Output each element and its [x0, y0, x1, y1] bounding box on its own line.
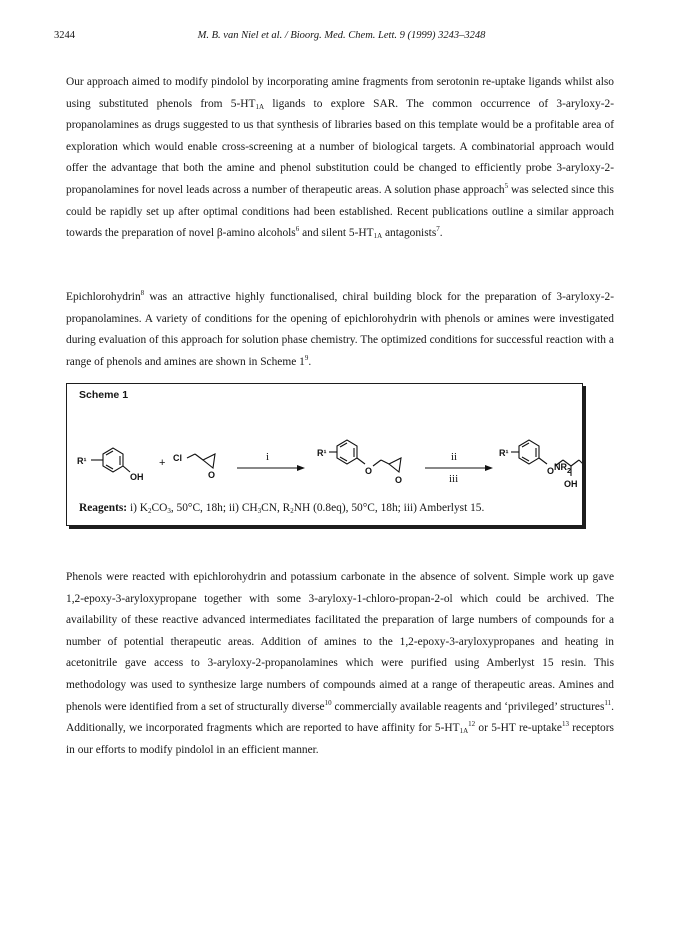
amine-label: $NR_2$: [554, 462, 571, 475]
text-run: .: [439, 227, 443, 240]
subscript: 2: [147, 507, 152, 516]
ether-oxygen-label: O: [547, 466, 555, 476]
reference-superscript: 12: [468, 720, 476, 729]
text-run: Our approach aimed to modify pindolol by incorporating amine fragments from serotonin re-uptake ligands whilst also using substituted phenols from 5-HT: [66, 76, 614, 110]
reference-superscript: 13: [561, 720, 569, 729]
epoxide-oxygen-label: O: [208, 470, 216, 480]
text-run: was selected since this could be rapidly set up after optimal conditions had been established. Recent publications outline a similar approach towards the preparation of novel β-amino alcohols: [66, 183, 614, 240]
text-run: receptors in our efforts to modify pindolol in an efficient manner.: [66, 722, 614, 756]
reference-superscript: 10: [324, 698, 332, 707]
substituent-label: R¹: [317, 448, 327, 458]
text-run: antagonists: [382, 227, 437, 240]
reference-superscript: 11: [604, 698, 612, 707]
text-run: . Additionally, we incorporated fragments which are reported to have affinity for 5-HT: [66, 700, 614, 735]
reagents-label: Reagents:: [79, 502, 128, 514]
subscript: 2: [290, 507, 294, 516]
hydroxyl-label: OH: [564, 479, 578, 489]
text-run: or 5-HT re-uptake: [475, 722, 562, 735]
page-number: 3244: [54, 30, 75, 41]
epichlorohydrin-structure: [187, 454, 215, 468]
arrowhead: [297, 465, 305, 471]
substituent-label: R¹: [499, 448, 509, 458]
chlorine-label: Cl: [173, 453, 182, 463]
scheme-title: Scheme 1: [79, 389, 129, 401]
reference-superscript: 6: [295, 225, 300, 234]
plus-sign: +: [159, 457, 166, 469]
text-run: was an attractive highly functionalised, chiral building block for the preparation of 3-aryloxy-2-propanolamines. A variety of conditions for the opening of epichlorohydrin with phenols or amines were investigated during evaluation of this approach for solution phase chemistry. The optimized conditions for successful reaction with a range of phenols and amines are shown in Scheme 1: [66, 291, 614, 368]
paragraph-approach: [66, 72, 614, 245]
text-run: NH (0.8eq), 50°C, 18h; iii) Amberlyst 15.: [293, 502, 485, 514]
text-run: CN, R: [261, 502, 291, 514]
reference-superscript: 9: [304, 353, 309, 362]
reference-superscript: 5: [504, 182, 509, 191]
text-run: CO: [151, 502, 168, 514]
reagents-line: [79, 502, 484, 514]
running-header: [54, 30, 629, 46]
paragraph-epichlorohydrin: [66, 287, 614, 373]
subscript: 3: [257, 507, 262, 516]
reference-superscript: 8: [140, 289, 145, 298]
hydroxyl-label: OH: [130, 472, 144, 482]
text-run: i) K: [127, 502, 148, 514]
ether-oxygen-label: O: [365, 466, 373, 476]
text-run: commercially available reagents and ‘privileged’ structures: [331, 700, 605, 713]
reference-superscript: 7: [436, 225, 440, 234]
step-i-label: i: [266, 451, 270, 463]
phenol-structure: [91, 448, 130, 472]
subscript: 3: [167, 507, 171, 516]
arrowhead: [485, 465, 493, 471]
text-run: and silent 5-HT: [299, 227, 374, 240]
subscript: 1A: [373, 232, 383, 241]
text-run: Epichlorohydrin: [66, 291, 141, 303]
substituent-label: R¹: [77, 456, 87, 466]
scheme-1-box: [66, 383, 583, 526]
text-run: .: [308, 355, 312, 368]
paragraph-methodology: [66, 567, 614, 761]
subscript: 1A: [459, 727, 469, 736]
text-run: ligands to explore SAR. The common occurrence of 3-aryloxy-2-propanolamines as drugs suggested to us that synthesis of libraries based on this template would be a profitable area of exploration which would enable cross-screening at a number of biological targets. A combinatorial approach would offer the advantage that both the amine and phenol substitution could be changed to efficiently probe 3-aryloxy-2-propanolamines for novel leads across a number of therapeutic areas. A solution phase approach: [66, 97, 614, 196]
text-run: , 50°C, 18h; ii) CH: [170, 502, 258, 514]
epoxide-oxygen-label: O: [395, 475, 403, 485]
subscript: 1A: [255, 102, 265, 111]
step-ii-label: ii: [451, 451, 458, 463]
text-run: Phenols were reacted with epichlorohydrin and potassium carbonate in the absence of solvent. Simple work up gave 1,2-epoxy-3-aryloxypropane together with some 3-aryloxy-1-chloro-propan-2-ol which could be archived. The availability of these reactive advanced intermediates facilitated the preparation of large numbers of compounds for a number of potential therapeutic areas. Addition of amines to the 1,2-epoxy-3-aryloxypropanes and heating in acetonitrile gave access to 3-aryloxy-2-propanolamines which were purified using Amberlyst 15 resin. This methodology was used to synthesize large numbers of compounds aimed at a range of therapeutic areas. Amines and phenols were identified from a set of structurally diverse: [66, 571, 614, 713]
step-iii-label: iii: [449, 473, 459, 485]
running-head-citation: M. B. van Niel et al. / Bioorg. Med. Chem. Lett. 9 (1999) 3243–3248: [197, 30, 486, 41]
